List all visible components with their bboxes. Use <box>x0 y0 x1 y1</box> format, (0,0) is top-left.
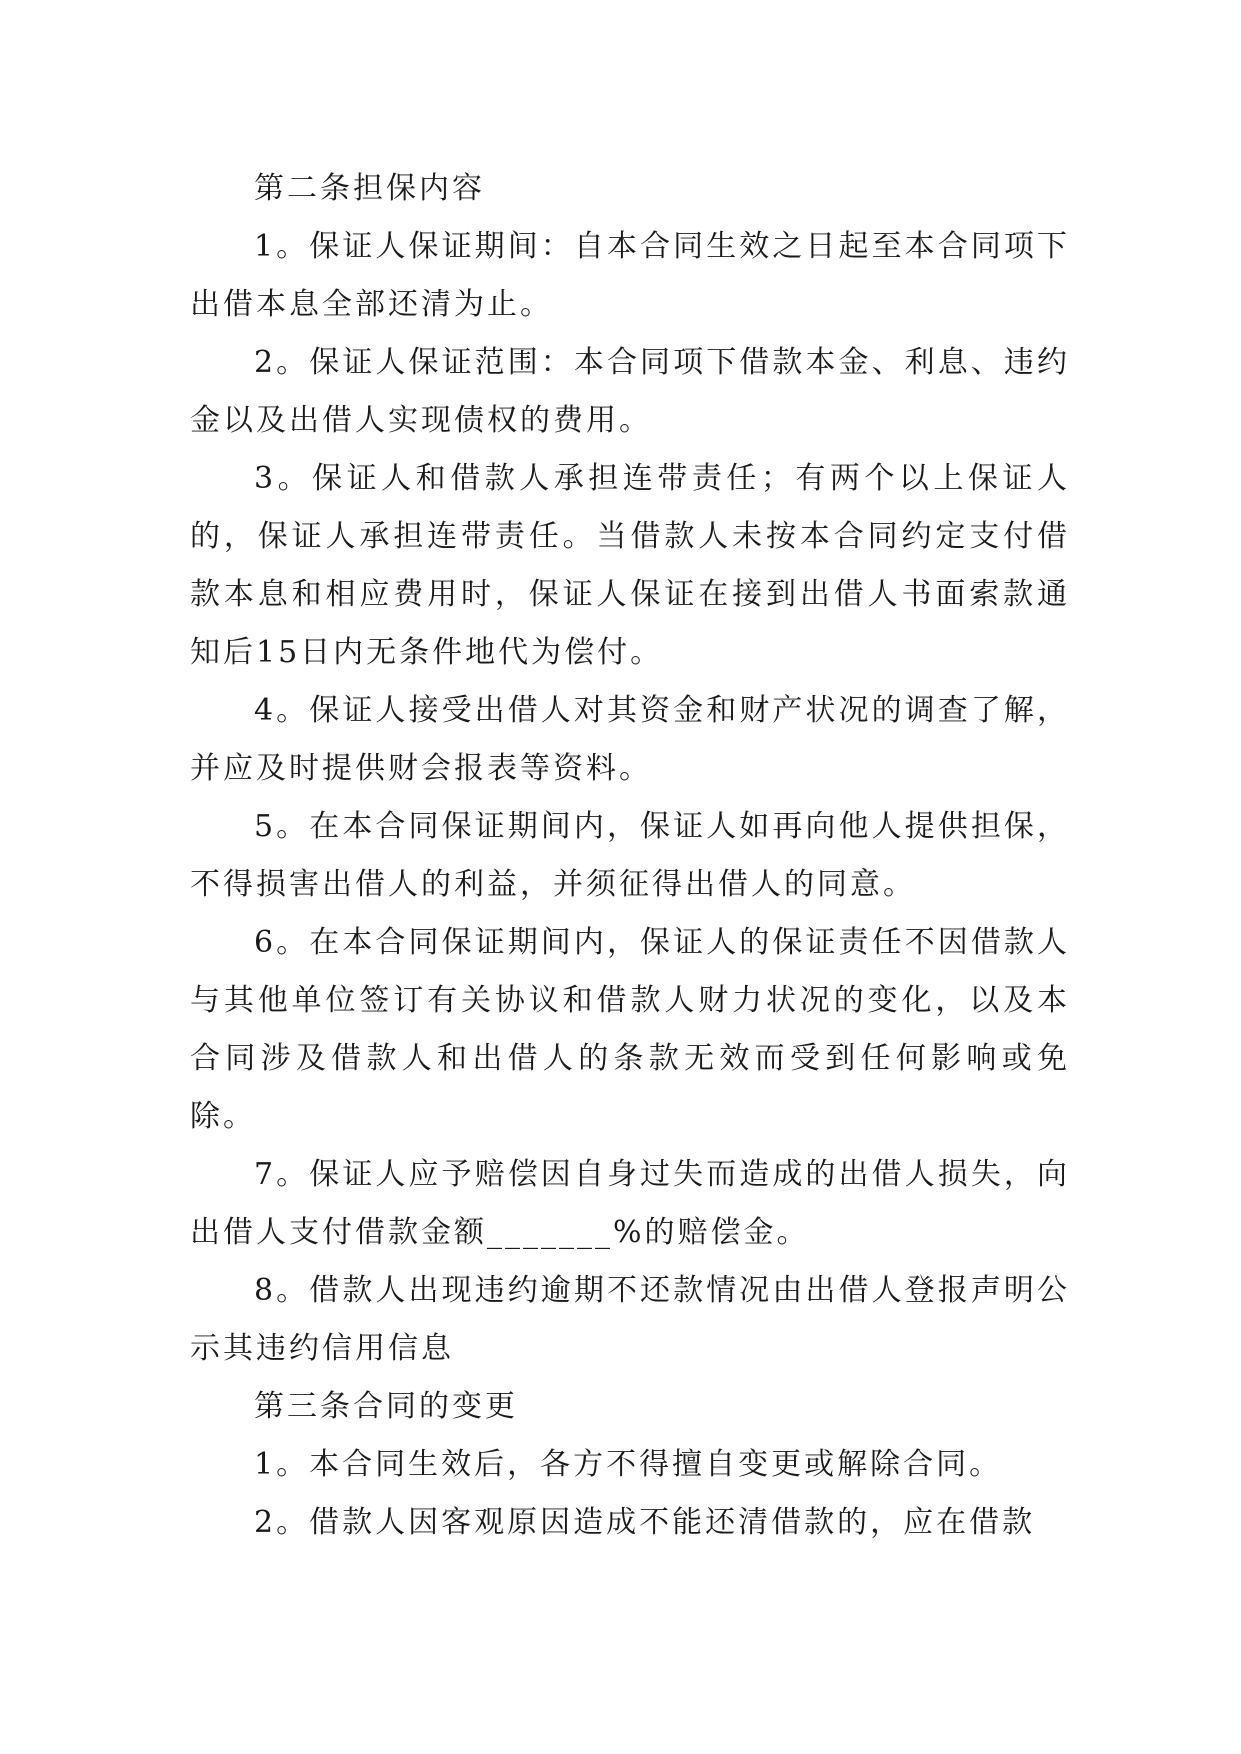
section-3-heading: 第三条合同的变更 <box>254 1389 518 1424</box>
section-3-item-1: 1。本合同生效后，各方不得擅自变更或解除合同。 <box>254 1447 1003 1482</box>
section-2-item-1: 1。保证人保证期间：自本合同生效之日起至本合同项下出借本息全部还清为止。 <box>190 229 1070 322</box>
section-3-item-2: 2。借款人因客观原因造成不能还清借款的，应在借款 <box>254 1505 1036 1540</box>
section-2-item-5: 5。在本合同保证期间内，保证人如再向他人提供担保，不得损害出借人的利益，并须征得出借人的同意。 <box>190 809 1070 902</box>
section-2-item-2: 2。保证人保证范围：本合同项下借款本金、利息、违约金以及出借人实现债权的费用。 <box>190 345 1070 438</box>
section-2-item-7: 7。保证人应予赔偿因自身过失而造成的出借人损失，向出借人支付借款金额_______%的赔偿金。 <box>190 1157 1070 1250</box>
section-2-item-6: 6。在本合同保证期间内，保证人的保证责任不因借款人与其他单位签订有关协议和借款人财力状况的变化，以及本合同涉及借款人和出借人的条款无效而受到任何影响或免除。 <box>190 925 1070 1134</box>
section-2-heading: 第二条担保内容 <box>254 171 485 206</box>
section-2-item-3: 3。保证人和借款人承担连带责任；有两个以上保证人的，保证人承担连带责任。当借款人未按本合同约定支付借款本息和相应费用时，保证人保证在接到出借人书面索款通知后15日内无条件地代为偿付。 <box>190 461 1070 670</box>
document-body <box>190 160 1070 1552</box>
section-2-item-4: 4。保证人接受出借人对其资金和财产状况的调查了解，并应及时提供财会报表等资料。 <box>190 693 1070 786</box>
section-2-item-8: 8。借款人出现违约逾期不还款情况由出借人登报声明公示其违约信用信息 <box>190 1273 1070 1366</box>
